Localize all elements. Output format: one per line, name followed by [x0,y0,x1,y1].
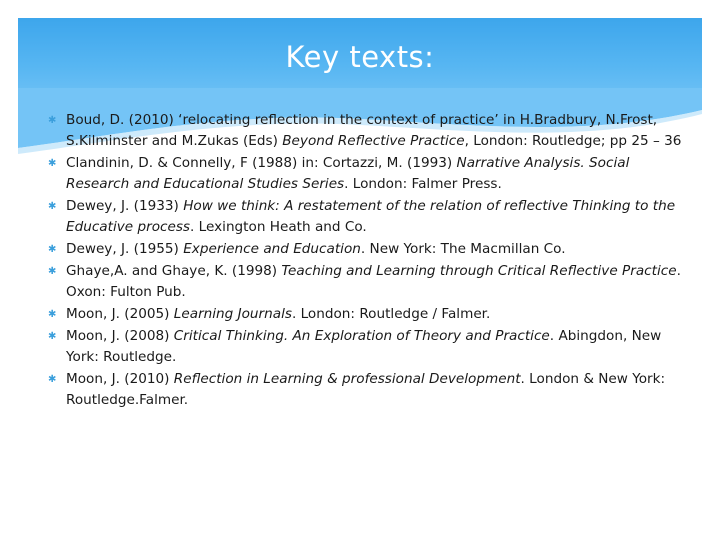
reference-title: Experience and Education [183,241,361,257]
reference-title: Narrative Analysis. Social Research and Educational Studies Series [66,155,630,192]
slide-title: Key texts: [285,40,435,74]
reference-title: Teaching and Learning through Critical Reflective Practice [281,263,677,279]
asterisk-bullet-icon: ✱ [48,331,57,342]
reference-plain: Clandinin, D. & Connelly, F (1988) in: Cortazzi, M. (1993) [66,155,457,171]
reference-publisher: . London: Routledge / Falmer. [291,306,491,322]
reference-plain: Dewey, J. (1955) [66,241,184,257]
reference-publisher: . New York: The Macmillan Co. [360,241,566,257]
reference-title: Beyond Reflective Practice [282,133,465,149]
reference-plain: Ghaye,A. and Ghaye, K. (1998) [66,263,282,279]
reference-publisher: . Oxon: Fulton Pub. [66,263,681,300]
list-item [48,239,694,260]
reference-publisher: , London: Routledge; pp 25 – 36 [464,133,682,149]
list-item [48,261,694,303]
asterisk-bullet-icon: ✱ [48,115,57,126]
asterisk-bullet-icon: ✱ [48,266,57,277]
list-item [48,196,694,238]
reference-list [48,110,694,412]
list-item [48,369,694,411]
list-item [48,304,694,325]
reference-plain: Moon, J. (2010) [66,371,174,387]
reference-title: Reflection in Learning & professional Development [173,371,521,387]
asterisk-bullet-icon: ✱ [48,244,57,255]
reference-plain: Boud, D. (2010) ‘relocating reflection in the context of practice’ in H.Bradbury, N.Frost, S.Kilminster and M.Zukas (Eds) [66,112,658,149]
list-item [48,110,694,152]
reference-publisher: . Abingdon, New York: Routledge. [66,328,662,365]
asterisk-bullet-icon: ✱ [48,201,57,212]
list-item [48,326,694,368]
list-item [48,153,694,195]
reference-title: Critical Thinking. An Exploration of Theory and Practice [173,328,550,344]
asterisk-bullet-icon: ✱ [48,309,57,320]
asterisk-bullet-icon: ✱ [48,158,57,169]
reference-publisher: . Lexington Heath and Co. [190,219,367,235]
reference-plain: Moon, J. (2005) [66,306,174,322]
reference-plain: Dewey, J. (1933) [66,198,184,214]
asterisk-bullet-icon: ✱ [48,374,57,385]
reference-title: How we think: A restatement of the relation of reflective Thinking to the Educative process [66,198,676,235]
reference-plain: Moon, J. (2008) [66,328,174,344]
reference-publisher: . London: Falmer Press. [344,176,502,192]
reference-title: Learning Journals [173,306,292,322]
reference-publisher: . London & New York: Routledge.Falmer. [66,371,666,408]
